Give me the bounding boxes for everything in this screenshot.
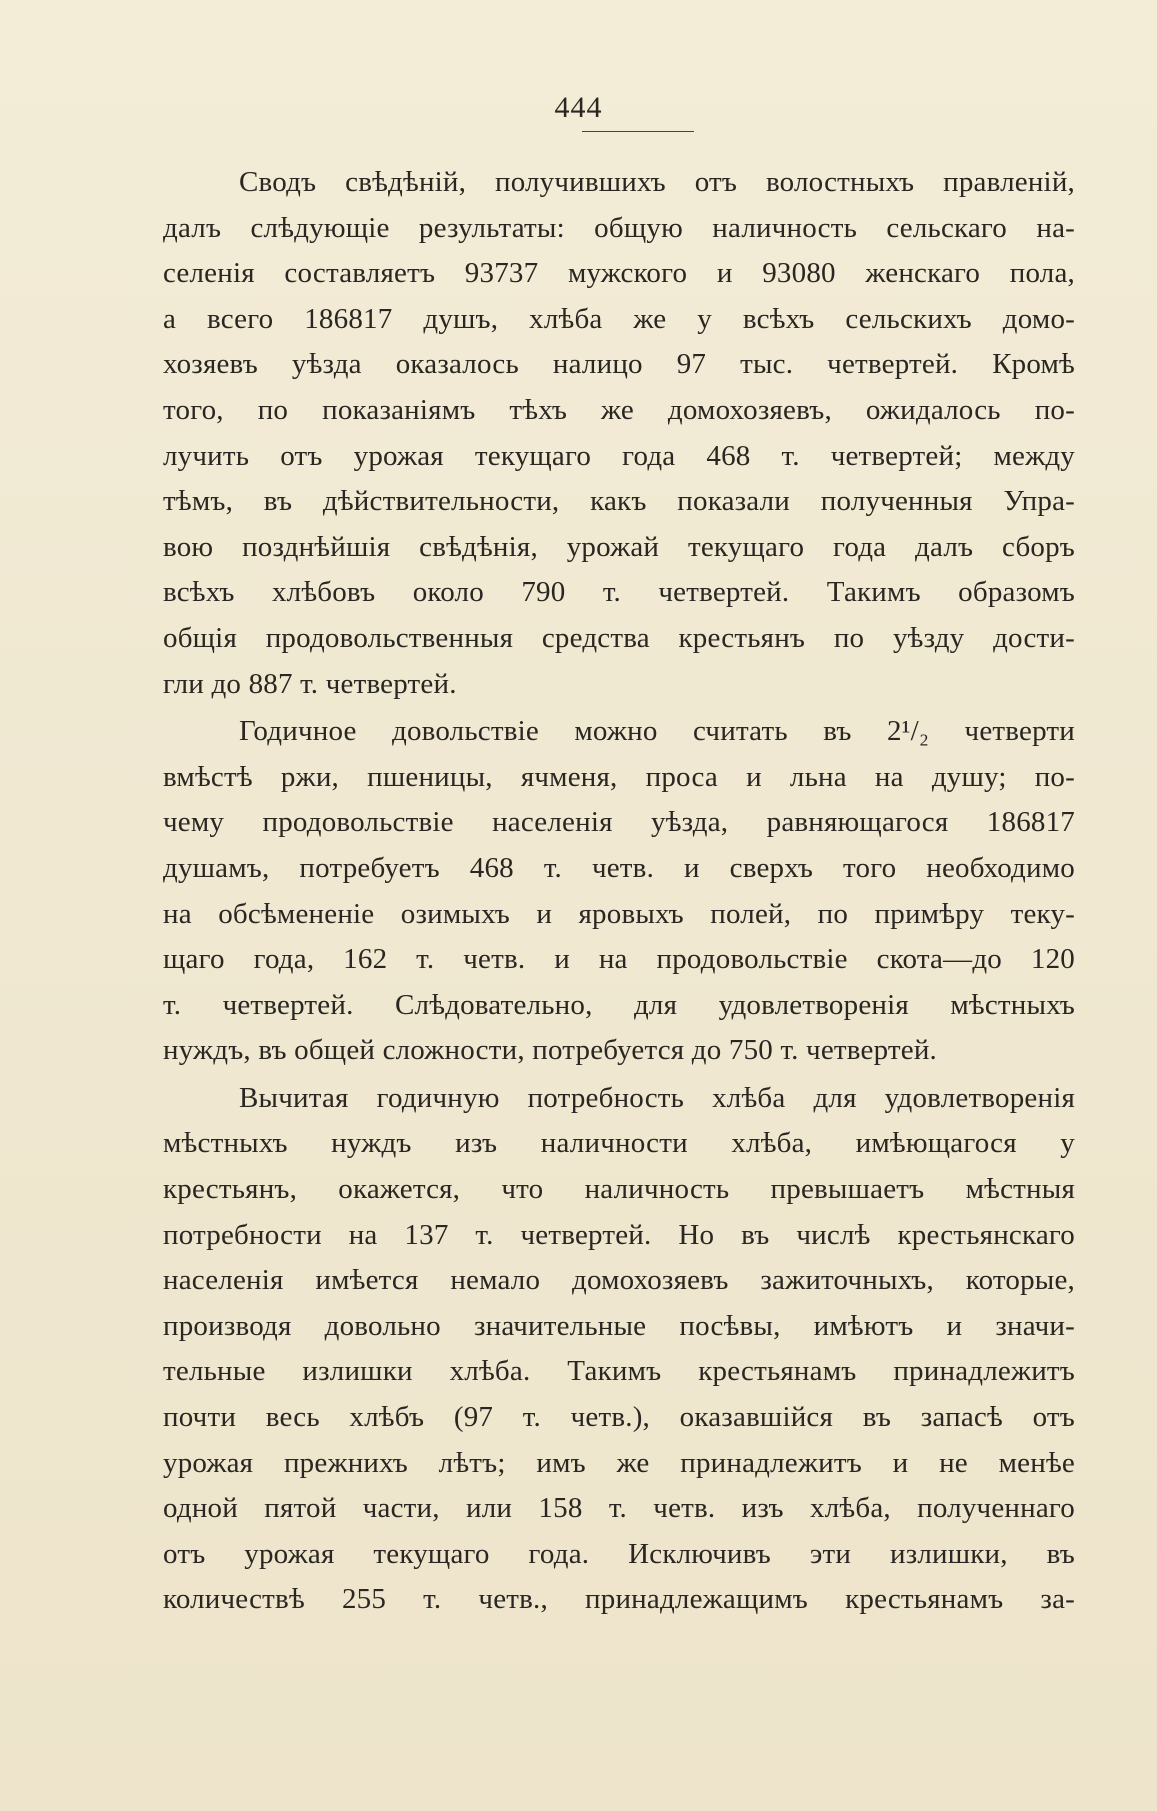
body-text: [163, 160, 1075, 1623]
text-line: того, по показаніямъ тѣхъ же домохозяевъ, ожидалось по-: [163, 393, 1075, 426]
text-line: количествѣ 255 т. четв., принадлежащимъ крестьянамъ за-: [163, 1583, 1075, 1616]
text-line: душамъ, потребуетъ 468 т. четв. и сверхъ того необходимо: [163, 851, 1075, 884]
text-line: одной пятой части, или 158 т. четв. изъ хлѣба, полученнаго: [163, 1492, 1075, 1525]
text-line: на обсѣмененіе озимыхъ и яровыхъ полей, по примѣру теку-: [163, 897, 1075, 930]
text-line: Годичное довольствіе можно считать въ 2¹/₂ четверти: [239, 715, 1075, 748]
text-line: населенія имѣется немало домохозяевъ зажиточныхъ, которые,: [163, 1264, 1075, 1297]
text-line: а всего 186817 душъ, хлѣба же у всѣхъ сельскихъ домо-: [163, 302, 1075, 335]
text-line: лучить отъ урожая текущаго года 468 т. четвертей; между: [163, 439, 1075, 472]
header-rule: [582, 131, 694, 132]
text-line: т. четвертей. Слѣдовательно, для удовлетворенія мѣстныхъ: [163, 988, 1075, 1021]
text-line: почти весь хлѣбъ (97 т. четв.), оказавшійся въ запасѣ отъ: [163, 1401, 1075, 1434]
text-line: селенія составляетъ 93737 мужского и 93080 женскаго пола,: [163, 257, 1075, 290]
text-line: нуждъ, въ общей сложности, потребуется до 750 т. четвертей.: [163, 1034, 937, 1067]
text-line: производя довольно значительные посѣвы, имѣютъ и значи-: [163, 1309, 1075, 1342]
text-line: гли до 887 т. четвертей.: [163, 667, 457, 700]
text-line: тѣмъ, въ дѣйствительности, какъ показали полученныя Упра-: [163, 485, 1075, 518]
text-line: хозяевъ уѣзда оказалось налицо 97 тыс. четвертей. Кромѣ: [163, 348, 1075, 381]
text-line: вою позднѣйшія свѣдѣнія, урожай текущаго года далъ сборъ: [163, 530, 1075, 563]
text-line: крестьянъ, окажется, что наличность превышаетъ мѣстныя: [163, 1173, 1075, 1206]
text-line: урожая прежнихъ лѣтъ; имъ же принадлежитъ и не менѣе: [163, 1446, 1075, 1479]
text-line: Сводъ свѣдѣній, получившихъ отъ волостныхъ правленій,: [239, 166, 1075, 198]
text-line: отъ урожая текущаго года. Исключивъ эти излишки, въ: [163, 1537, 1075, 1570]
text-line: далъ слѣдующіе результаты: общую наличность сельскаго на-: [163, 211, 1075, 244]
text-line: щаго года, 162 т. четв. и на продовольствіе скота—до 120: [163, 943, 1075, 976]
text-line: всѣхъ хлѣбовъ около 790 т. четвертей. Такимъ образомъ: [163, 576, 1075, 609]
text-line: вмѣстѣ ржи, пшеницы, ячменя, проса и льна на душу; по-: [163, 760, 1075, 793]
text-line: мѣстныхъ нуждъ изъ наличности хлѣба, имѣющагося у: [163, 1127, 1075, 1160]
page-number: 444: [554, 91, 603, 124]
text-line: потребности на 137 т. четвертей. Но въ числѣ крестьянскаго: [163, 1218, 1075, 1251]
text-line: чему продовольствіе населенія уѣзда, равняющагося 186817: [163, 806, 1075, 839]
text-line: общія продовольственныя средства крестьянъ по уѣзду дости-: [163, 621, 1075, 654]
text-line: Вычитая годичную потребность хлѣба для удовлетворенія: [239, 1081, 1075, 1114]
text-line: тельные излишки хлѣба. Такимъ крестьянамъ принадлежитъ: [163, 1355, 1075, 1388]
